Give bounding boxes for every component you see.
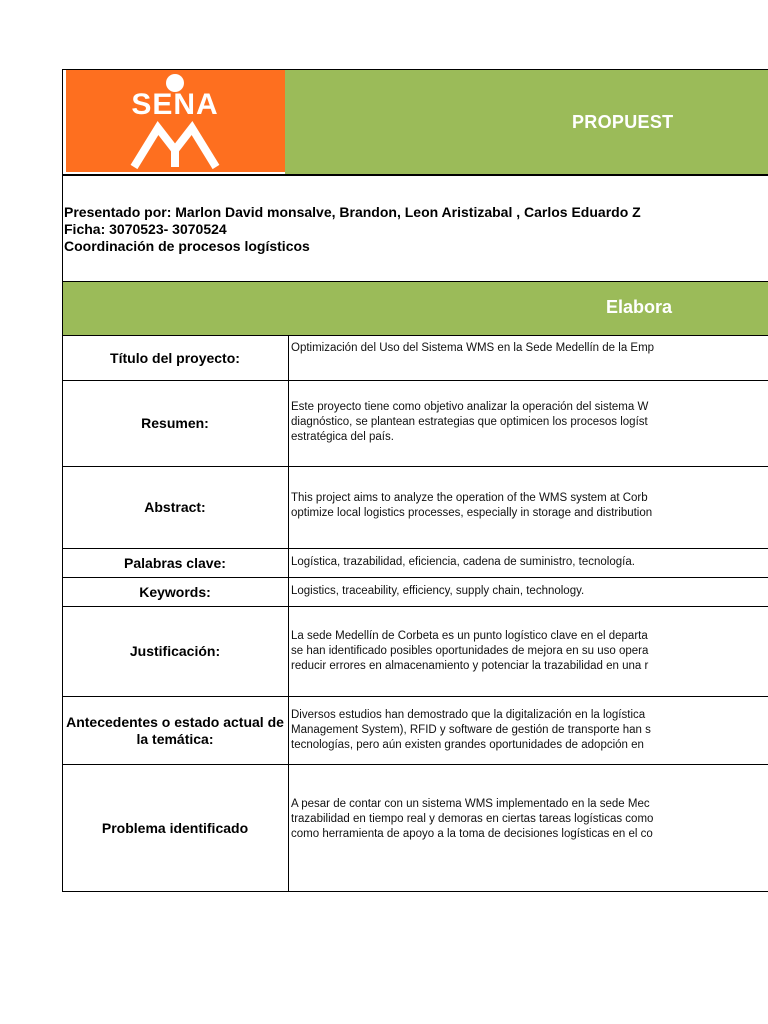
row-value[interactable] <box>291 607 768 696</box>
sena-logo <box>66 70 285 172</box>
row-label: Resumen: <box>62 381 289 466</box>
header-banner <box>285 70 768 174</box>
value-line: optimize local logistics processes, especially in storage and distribution <box>291 507 653 519</box>
sena-logo-icon <box>66 70 285 172</box>
value-line: como herramienta de apoyo a la toma de decisiones logísticas en el co <box>291 828 653 840</box>
value-line: Logística, trazabilidad, eficiencia, cadena de suministro, tecnología. <box>291 556 635 568</box>
row-value[interactable] <box>291 765 768 891</box>
value-line: se han identificado posibles oportunidades de mejora en su uso opera <box>291 645 649 657</box>
value-line: tecnologías, pero aún existen grandes oportunidades de adopción en <box>291 739 644 751</box>
table-row <box>62 336 768 381</box>
row-value[interactable] <box>291 697 768 764</box>
value-line: Diversos estudios han demostrado que la digitalización en la logística <box>291 709 646 721</box>
logo-text: SENA <box>131 88 219 121</box>
row-label: Justificación: <box>62 607 289 696</box>
row-value[interactable] <box>291 578 768 606</box>
table-row <box>62 549 768 578</box>
row-label: Antecedentes o estado actual de la temática: <box>62 697 289 764</box>
value-line: trazabilidad en tiempo real y demoras en ciertas tareas logísticas como <box>291 813 654 825</box>
row-label: Título del proyecto: <box>62 336 289 380</box>
coordination: Coordinación de procesos logísticos <box>64 238 310 254</box>
value-line: Management System), RFID y software de gestión de transporte han s <box>291 724 651 736</box>
value-line: La sede Medellín de Corbeta es un punto logístico clave en el departa <box>291 630 648 642</box>
section-title: Elabora <box>606 297 673 317</box>
value-line: diagnóstico, se plantean estrategias que optimicen los procesos logíst <box>291 416 648 428</box>
project-info <box>64 204 641 255</box>
table-row <box>62 467 768 549</box>
table-row <box>62 765 768 892</box>
row-label: Problema identificado <box>62 765 289 891</box>
table-row <box>62 607 768 697</box>
value-line: A pesar de contar con un sistema WMS implementado en la sede Mec <box>291 798 650 810</box>
banner-title: PROPUEST <box>572 112 674 132</box>
value-line: Este proyecto tiene como objetivo analizar la operación del sistema W <box>291 401 649 413</box>
ficha: Ficha: 3070523- 3070524 <box>64 221 227 237</box>
table-row <box>62 381 768 467</box>
header-divider <box>62 174 768 176</box>
table-row <box>62 578 768 607</box>
row-label: Abstract: <box>62 467 289 548</box>
row-value[interactable] <box>291 549 768 577</box>
table-row <box>62 697 768 765</box>
value-line: This project aims to analyze the operation of the WMS system at Corb <box>291 492 648 504</box>
row-value[interactable] <box>291 336 768 380</box>
row-label: Keywords: <box>62 578 289 606</box>
value-line: estratégica del país. <box>291 431 394 443</box>
value-line: Optimización del Uso del Sistema WMS en la Sede Medellín de la Emp <box>291 342 655 354</box>
presented-by: Presentado por: Marlon David monsalve, Brandon, Leon Aristizabal , Carlos Eduardo Z <box>64 204 641 220</box>
value-line: reducir errores en almacenamiento y potenciar la trazabilidad en una r <box>291 660 649 672</box>
row-value[interactable] <box>291 467 768 548</box>
row-label: Palabras clave: <box>62 549 289 577</box>
row-value[interactable] <box>291 381 768 466</box>
value-line: Logistics, traceability, efficiency, supply chain, technology. <box>291 585 585 597</box>
